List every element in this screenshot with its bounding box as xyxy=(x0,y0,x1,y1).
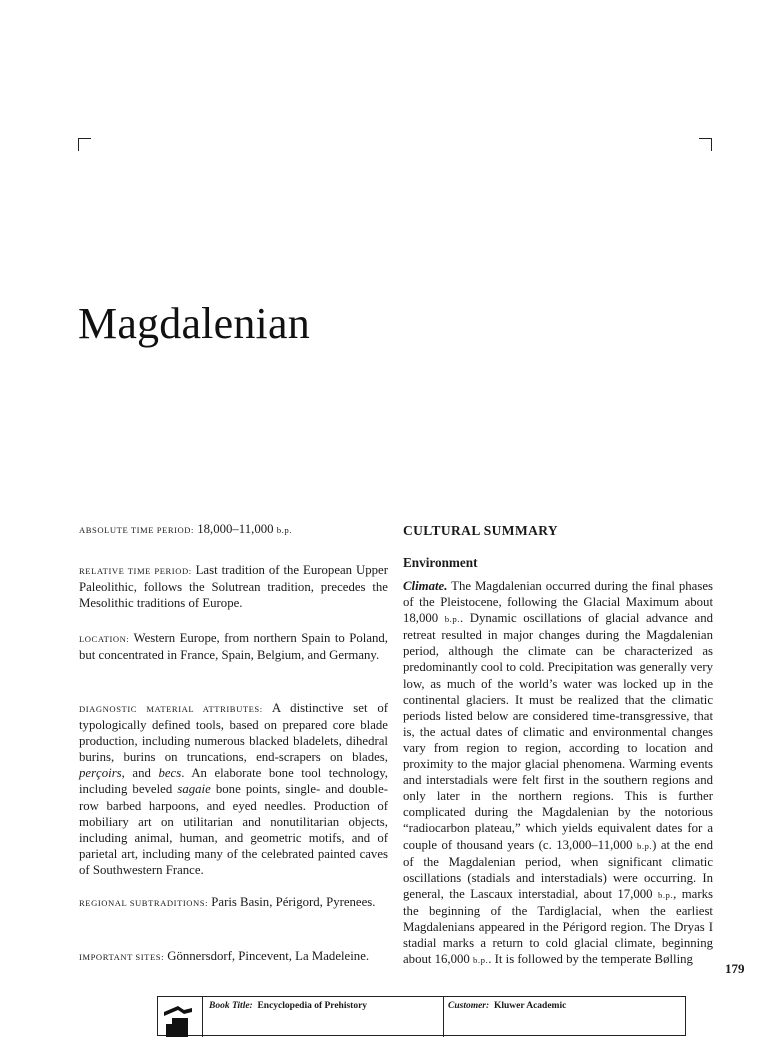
diagnostic-attributes-text-1: A distinctive set of typologically defined tools, based on prepared core blade production, including numerous blacked bladelets, dihedral burins, burins on truncations, end-scrapers on blades, xyxy=(79,701,388,765)
footer-divider xyxy=(443,997,444,1037)
diagnostic-attributes-text-4: bone points, single- and double-row barbed harpoons, and eyed needles. Production of mobiliary art on utilitarian and nonutilitarian objects, including animal, human, and geometric motifs, and of parietal art, including many of the celebrated painted caves of Southwestern France. xyxy=(79,782,389,877)
bp-unit-2: b.p. xyxy=(636,840,653,851)
crop-mark-top-right xyxy=(699,138,712,151)
entry-title: Magdalenian xyxy=(78,299,310,348)
climate-body-5: . It is followed by the temperate Bølling xyxy=(488,952,693,967)
customer-cell xyxy=(448,1001,566,1011)
absolute-time-period-label: ABSOLUTE TIME PERIOD: xyxy=(79,525,194,535)
diagnostic-attributes-text-3: . An elaborate bone tool technology, including beveled xyxy=(79,766,388,797)
term-becs: becs xyxy=(158,766,182,781)
term-sagaie: sagaie xyxy=(177,782,211,797)
climate-body-1: The Magdalenian occurred during the final phases of the Pleistocene, following the Glacial Maximum about 18,000 xyxy=(403,579,714,626)
publisher-logo xyxy=(158,997,203,1037)
location-text: Western Europe, from northern Spain to Poland, but concentrated in France, Spain, Belgium, and Germany. xyxy=(79,631,388,663)
important-sites-label: IMPORTANT SITES: xyxy=(79,952,165,962)
regional-subtraditions-label: REGIONAL SUBTRADITIONS: xyxy=(79,898,209,908)
bp-unit-3: b.p. xyxy=(657,889,674,900)
crop-mark-top-left xyxy=(78,138,91,151)
climate-body-2: . Dynamic oscillations of glacial advance and retreat resulted in major changes during the Magdalenian period, although the climate can be characterized as predominantly cool to cold. Precipitation was generally very low, as much of the world’s water was locked up in the continental glaciers. It must be realized that the climatic periods listed below are considered time-transgressive, that is, the actual dates of climatic and environmental changes vary from region to region, according to location and proximity to the major glacial phenomena. Warming events and interstadials were felt first in the southern regions and only later in the northern regions. This is further complicated during the Magdalenian by the notorious “radiocarbon plateau,” which yields equivalent dates for a couple of thousand years (c. 13,000–11,000 xyxy=(403,611,713,852)
cultural-summary-heading: CULTURAL SUMMARY xyxy=(403,523,559,538)
climate-body-3: ) at the end of the Magdalenian period, when significant climatic oscillations (stadials and interstadials) were occurring. In general, the Lascaux interstadial, about 17,000 xyxy=(403,837,713,901)
relative-time-period xyxy=(79,562,388,611)
absolute-time-period-unit: b.p. xyxy=(276,525,292,535)
regional-subtraditions xyxy=(79,894,388,911)
relative-time-period-label: RELATIVE TIME PERIOD: xyxy=(79,566,192,576)
page-number: 179 xyxy=(725,961,745,976)
location-label: LOCATION: xyxy=(79,634,130,644)
term-percoirs: perçoirs xyxy=(79,766,122,781)
book-title-cell xyxy=(209,1001,367,1011)
bp-unit-1: b.p. xyxy=(444,614,460,625)
climate-body-4: , marks the beginning of the Tardiglacial, when the earliest Magdalenians appeared in the Périgord region. The Dryas I stadial marks a return to cold glacial climate, beginning about 16,000 xyxy=(403,886,713,967)
diagnostic-attributes-label: DIAGNOSTIC MATERIAL ATTRIBUTES: xyxy=(79,704,263,714)
book-title-value: Encyclopedia of Prehistory xyxy=(257,1001,368,1011)
customer-label: Customer: xyxy=(448,1001,490,1011)
important-sites xyxy=(79,948,388,965)
absolute-time-period-value: 18,000–11,000 xyxy=(197,522,274,536)
diagnostic-attributes-text-2: , and xyxy=(121,766,151,781)
location xyxy=(79,630,388,663)
climate-lead: Climate. xyxy=(403,579,448,593)
publisher-logo-icon xyxy=(158,997,203,1037)
absolute-time-period xyxy=(79,521,388,538)
customer-value: Kluwer Academic xyxy=(493,1001,567,1011)
production-footer xyxy=(157,996,686,1036)
environment-subheading: Environment xyxy=(403,555,478,570)
relative-time-period-text: Last tradition of the European Upper Paleolithic, follows the Solutrean tradition, precedes the Mesolithic traditions of Europe. xyxy=(79,563,389,611)
diagnostic-material-attributes xyxy=(79,700,388,878)
important-sites-text: Gönnersdorf, Pincevent, La Madeleine. xyxy=(167,949,370,963)
book-title-label: Book Title: xyxy=(209,1001,253,1011)
climate-paragraph xyxy=(403,578,713,968)
regional-subtraditions-text: Paris Basin, Périgord, Pyrenees. xyxy=(211,895,376,909)
bp-unit-4: b.p. xyxy=(473,955,489,966)
